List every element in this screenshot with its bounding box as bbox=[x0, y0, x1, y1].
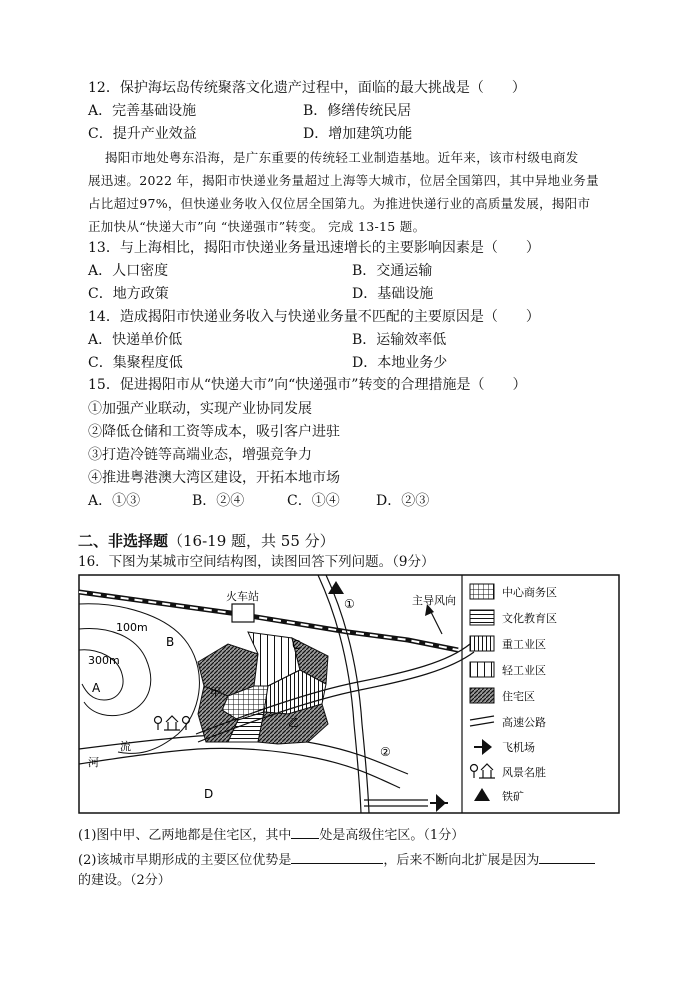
q16-sub2-mid: ，后来不断向北扩展是因为 bbox=[383, 853, 540, 868]
q13-option-c: C．地方政策 bbox=[88, 286, 169, 302]
river-label-he: 河 bbox=[88, 756, 99, 769]
legend-scenic-label: 风景名胜 bbox=[502, 766, 546, 779]
legend-light-swatch bbox=[470, 662, 494, 677]
q16-stem: 16．下图为某城市空间结构图，读图回答下列问题。（9分） bbox=[78, 554, 435, 570]
q16-sub2-blank-1[interactable] bbox=[291, 849, 383, 864]
legend-heavy-label: 重工业区 bbox=[502, 638, 546, 651]
q13-stem: 13．与上海相比，揭阳市快递业务量迅速增长的主要影响因素是（ ） bbox=[88, 240, 540, 256]
city-structure-map bbox=[78, 574, 620, 814]
q15-statement-4: ④推进粤港澳大湾区建设，开拓本地市场 bbox=[88, 470, 340, 486]
q15-statement-3: ③打造冷链等高端业态，增强竞争力 bbox=[88, 447, 312, 463]
q12-option-a: A．完善基础设施 bbox=[88, 103, 197, 119]
q15-statement-2: ②降低仓储和工资等成本，吸引客户进驻 bbox=[88, 424, 340, 440]
q15-option-a: A．①③ bbox=[88, 493, 141, 509]
q13-option-b: B．交通运输 bbox=[352, 263, 433, 279]
q12-option-c: C．提升产业效益 bbox=[88, 126, 197, 142]
q15-option-d: D．②③ bbox=[376, 493, 430, 509]
legend-airport-label: 飞机场 bbox=[502, 741, 535, 754]
legend-highway-label: 高速公路 bbox=[502, 716, 546, 729]
q16-sub2 bbox=[78, 849, 595, 870]
passage-line-2: 展迅速。2022 年，揭阳市快递业务量超过上海等大城市，位居全国第四，其中异地业务量 bbox=[88, 173, 599, 188]
q15-option-c: C．①④ bbox=[287, 493, 340, 509]
q12-option-b: B．修缮传统民居 bbox=[303, 103, 412, 119]
contour-100m-label: 100m bbox=[116, 621, 148, 634]
river-label-liu: 流 bbox=[120, 740, 131, 753]
q16-sub2-blank-2[interactable] bbox=[539, 849, 595, 864]
q14-option-c: C．集聚程度低 bbox=[88, 355, 183, 371]
legend-culture-swatch bbox=[470, 610, 494, 625]
q16-sub2-pre: (2)该城市早期形成的主要区位优势是 bbox=[78, 853, 292, 868]
point-d-label: D bbox=[204, 787, 214, 801]
legend-heavy-swatch bbox=[470, 636, 494, 651]
point-1-label: ① bbox=[344, 597, 355, 611]
passage-line-1: 揭阳市地处粤东沿海，是广东重要的传统轻工业制造基地。近年来，该市村级电商发 bbox=[105, 150, 579, 165]
legend-culture-label: 文化教育区 bbox=[502, 612, 557, 625]
legend-residential-swatch bbox=[470, 688, 494, 703]
train-station-icon bbox=[232, 604, 254, 622]
q13-option-a: A．人口密度 bbox=[88, 263, 169, 279]
q16-sub1-post: 处是高级住宅区。（1分） bbox=[319, 828, 465, 843]
legend-residential-label: 住宅区 bbox=[502, 690, 535, 703]
q14-option-b: B．运输效率低 bbox=[352, 332, 447, 348]
q14-option-d: D．本地业务少 bbox=[352, 355, 448, 371]
q16-sub2-post: 的建设。（2分） bbox=[78, 873, 171, 888]
q15-option-b: B．②④ bbox=[192, 493, 245, 509]
wind-direction-label: 主导风向 bbox=[412, 594, 456, 607]
q16-sub1-pre: (1)图中甲、乙两地都是住宅区，其中 bbox=[78, 828, 292, 843]
point-yi-label: 乙 bbox=[288, 716, 299, 729]
q15-stem: 15．促进揭阳市从“快递大市”向“快递强市”转变的合理措施是（ ） bbox=[88, 377, 527, 393]
q13-option-d: D．基础设施 bbox=[352, 286, 434, 302]
train-station-label: 火车站 bbox=[226, 590, 259, 603]
passage-line-3: 占比超过97%，但快递业务收入仅位居全国第九。为推进快递行业的高质量发展，揭阳市 bbox=[88, 196, 591, 211]
legend-iron-label: 铁矿 bbox=[502, 790, 524, 803]
point-2-label: ② bbox=[380, 745, 391, 759]
q12-option-d: D．增加建筑功能 bbox=[303, 126, 413, 142]
point-c-label: C bbox=[292, 638, 301, 652]
contour-300m-label: 300m bbox=[88, 654, 120, 667]
section-title bbox=[78, 532, 335, 550]
point-a-label: A bbox=[92, 681, 101, 695]
q14-option-a: A．快递单价低 bbox=[88, 332, 183, 348]
point-b-label: B bbox=[166, 635, 175, 649]
legend-light-label: 轻工业区 bbox=[502, 664, 546, 677]
q15-statement-1: ①加强产业联动，实现产业协同发展 bbox=[88, 401, 312, 417]
q14-stem: 14．造成揭阳市快递业务收入与快递业务量不匹配的主要原因是（ ） bbox=[88, 309, 540, 325]
legend-cbd-swatch bbox=[470, 584, 494, 599]
q12-stem: 12．保护海坛岛传统聚落文化遗产过程中，面临的最大挑战是（ ） bbox=[88, 80, 526, 96]
q16-sub1 bbox=[78, 824, 464, 845]
section-title-text: 二、非选择题 bbox=[78, 532, 169, 550]
q16-sub1-blank[interactable] bbox=[291, 824, 319, 839]
passage-line-4: 正加快从“快递大市”向 “快递强市”转变。 完成 13-15 题。 bbox=[88, 219, 426, 234]
point-jia-label: 甲 bbox=[210, 686, 221, 699]
section-note: （16-19 题，共 55 分） bbox=[168, 532, 335, 550]
legend-cbd-label: 中心商务区 bbox=[502, 586, 557, 599]
